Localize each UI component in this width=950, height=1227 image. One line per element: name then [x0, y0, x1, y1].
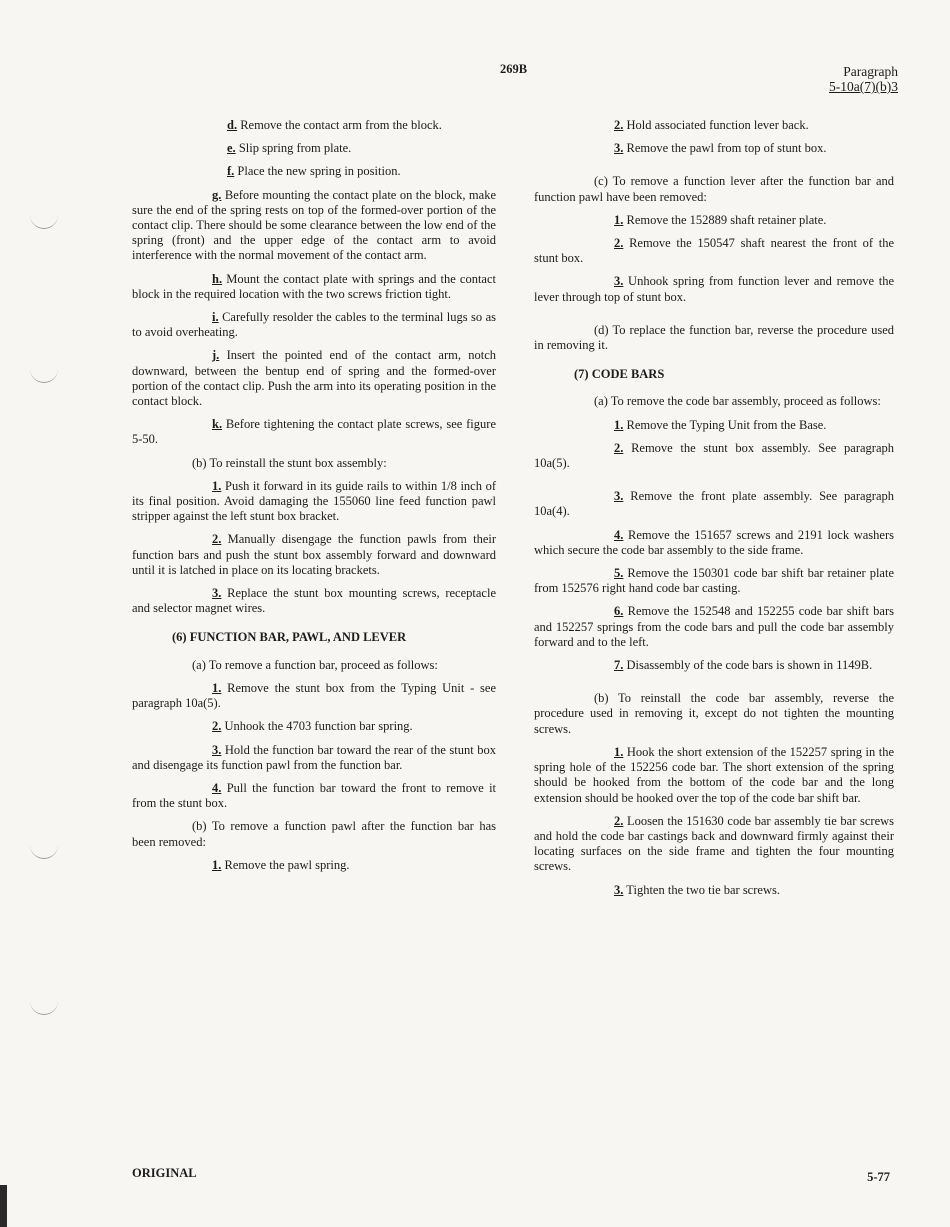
step-item: 4. Pull the function bar toward the front to remove it from the stunt box.: [132, 780, 497, 811]
subparagraph: (b) To reinstall the code bar assembly, reverse the procedure used in removing it, except do not tighten the mounting screws.: [534, 691, 895, 736]
document-number: 269B: [500, 62, 528, 76]
step-item: j. Insert the pointed end of the contact arm, notch downward, between the bentup end of spring and the formed-over portion of the contact clip. Push the arm into its operating position in the contact block.: [132, 348, 496, 409]
step-item: 1. Hook the short extension of the 152257 spring in the spring hole of the 152256 code bar. The short extension of the spring should be hooked from the bottom of the code bar and the long extension should be hooked over the top of the code bar shift bar.: [534, 744, 894, 805]
paragraph-number: 5-10a(7)(b)3: [829, 79, 898, 94]
step-item: 2. Unhook the 4703 function bar spring.: [212, 719, 413, 734]
step-item: f. Place the new spring in position.: [227, 164, 401, 179]
paragraph-reference: [829, 64, 898, 94]
subparagraph: (d) To replace the function bar, reverse the procedure used in removing it.: [534, 322, 895, 353]
binder-hole-mark: [30, 368, 58, 383]
subparagraph: (b) To reinstall the stunt box assembly:: [192, 455, 387, 470]
step-item: i. Carefully resolder the cables to the terminal lugs so as to avoid overheating.: [132, 310, 497, 340]
step-item: g. Before mounting the contact plate on the block, make sure the end of the spring rests on top of the formed-over portion of the contact clip. There should be some clearance between the low end of the spring (front) and the upper edge of the contact arm to avoid interference with the normal movement of the contact arm.: [132, 187, 496, 263]
footer-original-label: ORIGINAL: [132, 1166, 197, 1180]
step-item: 2. Loosen the 151630 code bar assembly tie bar screws and hold the code bar castings back and downward firmly against their locating surfaces on the side frame and tighten the four mounting screws.: [534, 813, 895, 874]
section-heading: (7) CODE BARS: [574, 367, 665, 382]
right-column: [534, 118, 894, 906]
binder-hole-mark: [30, 214, 58, 229]
step-item: 3. Replace the stunt box mounting screws, receptacle and selector magnet wires.: [132, 586, 496, 616]
step-item: 4. Remove the 151657 screws and 2191 lock washers which secure the code bar assembly to the side frame.: [534, 527, 894, 557]
left-column: [132, 118, 496, 881]
step-item: 1. Remove the Typing Unit from the Base.: [614, 417, 827, 432]
step-item: 3. Hold the function bar toward the rear of the stunt box and disengage its function pawl from the function bar.: [132, 742, 496, 772]
step-item: 1. Remove the pawl spring.: [212, 857, 350, 872]
step-item: 7. Disassembly of the code bars is shown in 1149B.: [614, 658, 873, 673]
step-item: 3. Tighten the two tie bar screws.: [614, 882, 780, 897]
page-number: 5-77: [867, 1170, 890, 1184]
step-item: h. Mount the contact plate with springs and the contact block in the required location with the two screws friction tight.: [132, 271, 496, 301]
step-item: 1. Remove the 152889 shaft retainer plate.: [614, 212, 827, 227]
step-item: 1. Push it forward in its guide rails to within 1/8 inch of its final position. Avoid damaging the 155060 line feed function pawl stripper against the left stunt box bracket.: [132, 478, 497, 524]
subparagraph: (c) To remove a function lever after the function bar and function pawl have been removed:: [534, 174, 894, 204]
step-item: d. Remove the contact arm from the block.: [227, 118, 442, 132]
step-item: 3. Remove the front plate assembly. See paragraph 10a(4).: [534, 489, 895, 519]
step-item: 5. Remove the 150301 code bar shift bar retainer plate from 152576 right hand code bar casting.: [534, 566, 894, 596]
binder-hole-mark: [30, 1000, 58, 1015]
subparagraph: (a) To remove a function bar, proceed as follows:: [192, 657, 438, 672]
paragraph-label: Paragraph: [843, 64, 898, 79]
step-item: 3. Unhook spring from function lever and remove the lever through top of stunt box.: [534, 274, 895, 304]
step-item: 1. Remove the stunt box from the Typing Unit - see paragraph 10a(5).: [132, 680, 497, 711]
step-item: k. Before tightening the contact plate screws, see figure 5-50.: [132, 417, 496, 447]
binder-hole-mark: [30, 844, 58, 859]
step-item: e. Slip spring from plate.: [227, 141, 352, 156]
step-item: 2. Manually disengage the function pawls from their function bars and push the stunt box assembly forward and downward until it is latched in place on its locating brackets.: [132, 532, 497, 577]
step-item: 3. Remove the pawl from top of stunt box.: [614, 141, 827, 156]
subparagraph: (a) To remove the code bar assembly, proceed as follows:: [594, 394, 881, 409]
scan-edge-mark: [0, 1185, 7, 1227]
step-item: 2. Remove the 150547 shaft nearest the front of the stunt box.: [534, 236, 895, 266]
section-heading: (6) FUNCTION BAR, PAWL, AND LEVER: [172, 630, 407, 645]
step-item: 2. Hold associated function lever back.: [614, 118, 809, 132]
step-item: 2. Remove the stunt box assembly. See paragraph 10a(5).: [534, 440, 895, 471]
step-item: 6. Remove the 152548 and 152255 code bar shift bars and 152257 springs from the code bars and pull the code bar assembly forward and to the left.: [534, 604, 894, 649]
subparagraph: (b) To remove a function pawl after the function bar has been removed:: [132, 819, 496, 849]
